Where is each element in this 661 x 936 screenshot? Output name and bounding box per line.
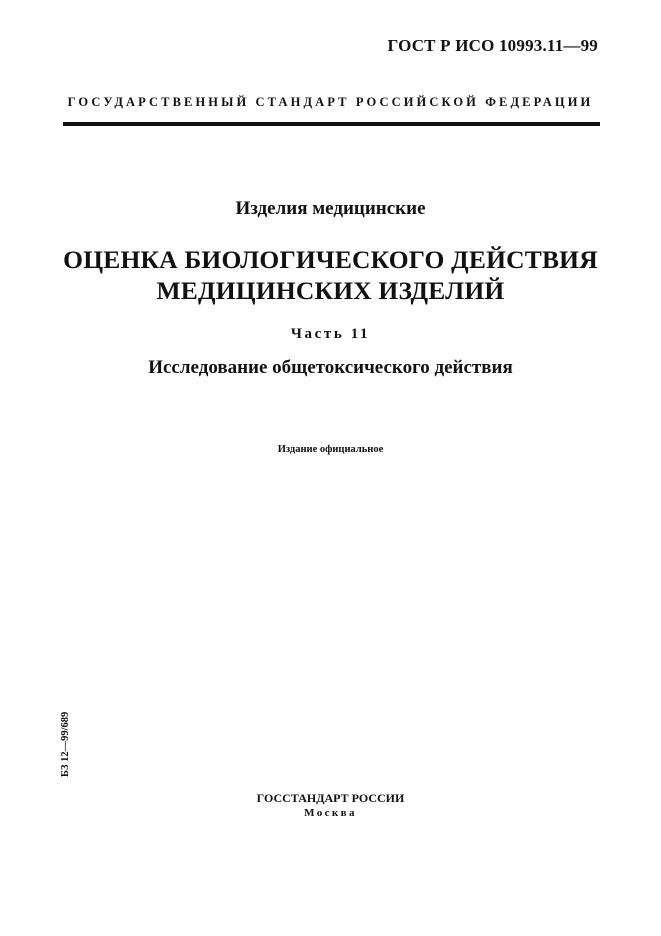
main-title-line-2: МЕДИЦИНСКИХ ИЗДЕЛИЙ <box>156 276 505 305</box>
publisher: ГОССТАНДАРТ РОССИИ <box>256 791 405 805</box>
header-divider <box>63 122 600 126</box>
main-title-line-1: ОЦЕНКА БИОЛОГИЧЕСКОГО ДЕЙСТВИЯ <box>63 245 598 274</box>
main-title <box>0 244 661 306</box>
side-code: БЗ 12—99/689 <box>60 711 71 777</box>
edition-label: Издание официальное <box>277 444 384 455</box>
agency-heading: ГОСУДАРСТВЕННЫЙ СТАНДАРТ РОССИЙСКОЙ ФЕДЕРАЦИИ <box>67 95 594 109</box>
document-code: ГОСТ Р ИСО 10993.11—99 <box>387 36 598 55</box>
publication-city: Москва <box>304 807 357 819</box>
part-title: Исследование общетоксического действия <box>148 357 513 378</box>
document-subtitle: Изделия медицинские <box>235 198 426 219</box>
part-label: Часть 11 <box>290 326 371 342</box>
